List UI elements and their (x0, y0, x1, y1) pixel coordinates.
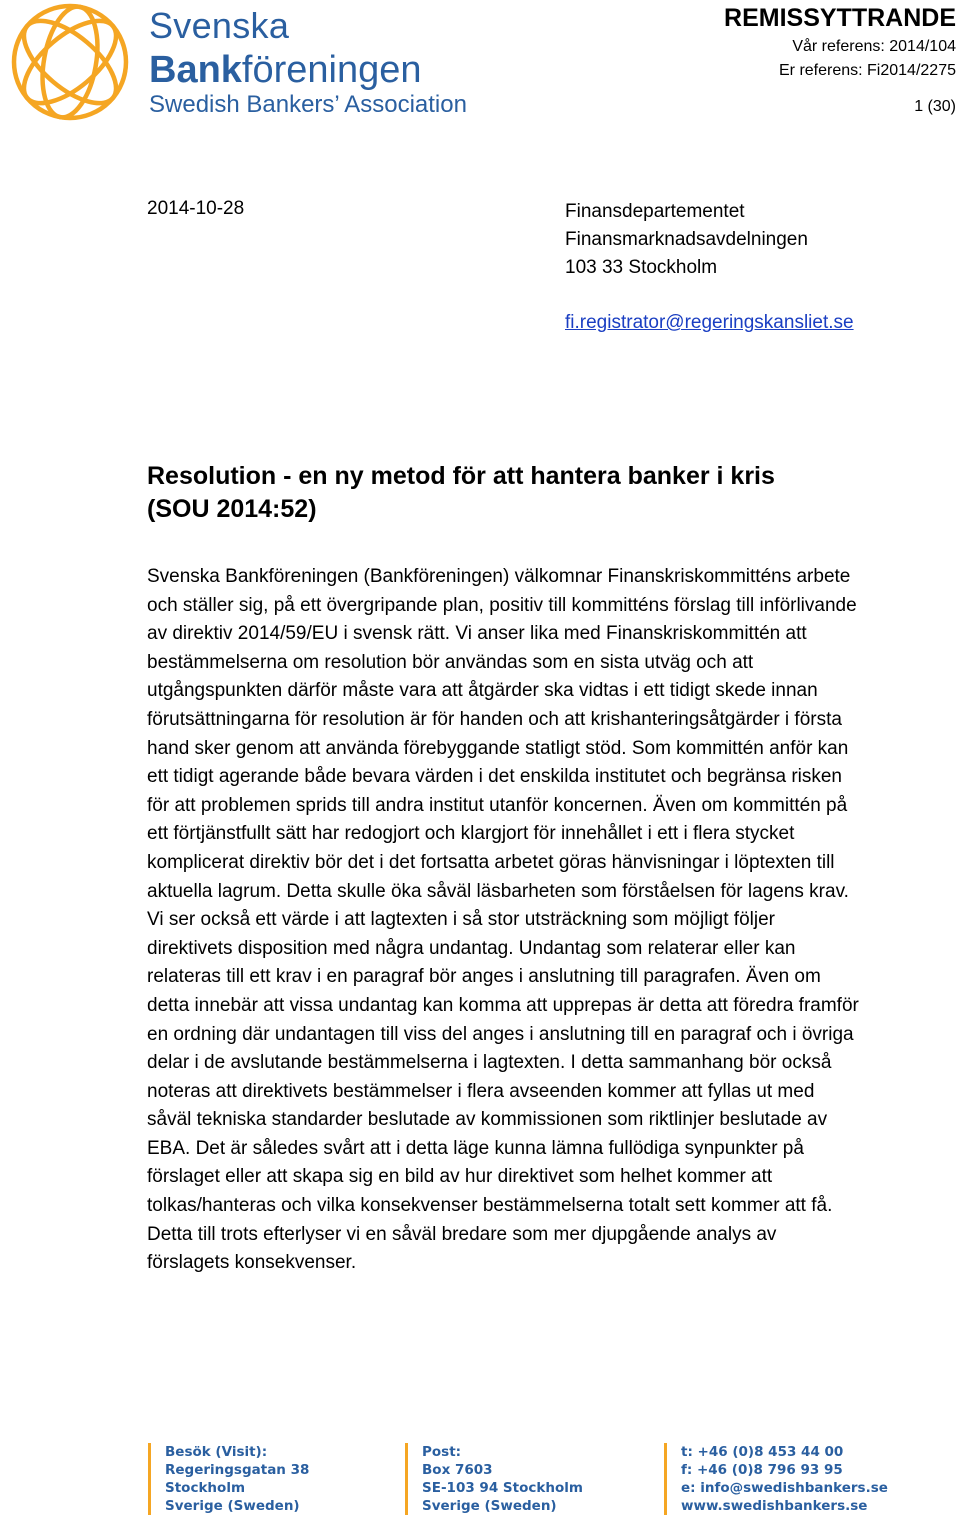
body-line: en ordning där undantagen till viss del anges i anslutning till en paragraf och i övriga (147, 1023, 854, 1045)
recipient-line: 103 33 Stockholm (565, 257, 718, 278)
body-line: förslagets konsekvenser. (147, 1252, 357, 1274)
title-line: Resolution - en ny metod för att hantera banker i kris (147, 462, 775, 490)
body-line: direktivets disposition med några undantag. Undantag som relaterar eller kan (147, 937, 796, 959)
body-line: detta innebär att vissa undantag kan komma att upprepas är detta att föredra framför (147, 994, 859, 1016)
recipient-email-link[interactable]: fi.registrator@regeringskansliet.se (565, 312, 854, 333)
logo-line-english: Swedish Bankers’ Association (149, 91, 467, 118)
recipient-address (565, 198, 808, 282)
body-line: Svenska Bankföreningen (Bankföreningen) välkomnar Finanskriskommitténs arbete (147, 566, 851, 587)
body-paragraph (147, 563, 960, 1278)
logo-bank: Bank (149, 49, 242, 91)
logo-line-bankforeningen (149, 50, 422, 90)
body-line: noteras att direktivets bestämmelser i flera avseenden kommer att fyllas ut med (147, 1080, 815, 1102)
footer-line: SE-103 94 Stockholm (422, 1480, 583, 1496)
body-line: Vi ser också ett värde i att lagtexten i så stor utsträckning som möjligt följer (147, 909, 775, 931)
our-reference: Vår referens: 2014/104 (792, 38, 956, 55)
page-number: 1 (30) (914, 98, 956, 115)
body-line: aktuella lagrum. Detta skulle öka såväl läsbarheten som förståelsen för lagens krav. (147, 880, 849, 902)
body-line: ett förtjänstfullt sätt har redogjort och klargjort för innehållet i ett i flera stycket (147, 823, 795, 845)
body-line: Detta till trots efterlyser vi en såväl bredare som mer djupgående analys av (147, 1223, 777, 1245)
title-line: (SOU 2014:52) (147, 495, 317, 523)
footer-email[interactable]: e: info@swedishbankers.se (681, 1480, 888, 1496)
footer-line: Stockholm (165, 1480, 246, 1496)
body-line: såväl tekniska standarder beslutade av kommissionen som riktlinjer beslutade av (147, 1109, 828, 1131)
body-line: delar i de avslutande bestämmelserna i lagtexten. I detta sammanhang bör också (147, 1052, 832, 1074)
body-line: ett tidigt agerande både bevara värden i det enskilda institutet och begränsa risken (147, 766, 843, 788)
body-line: förutsättningarna för resolution är för handen och att krishanteringsåtgärder i första (147, 708, 842, 730)
body-line: tolkas/hanteras och vilka konsekvenser bestämmelserna totalt sett kommer att få. (147, 1195, 833, 1217)
footer-line: Post: (422, 1444, 462, 1460)
footer-website[interactable]: www.swedishbankers.se (681, 1498, 868, 1514)
recipient-line: Finansmarknadsavdelningen (565, 229, 808, 250)
body-line: utgångspunkten därför måste vara att åtgärder ska vidtas i ett tidigt skede innan (147, 680, 818, 702)
body-line: EBA. Det är således svårt att i detta läge kunna lämna fullödiga synpunkter på (147, 1137, 804, 1159)
footer-line: Regeringsgatan 38 (165, 1462, 310, 1478)
body-line: förslaget eller att skapa sig en bild av hur direktivet som helhet kommer att (147, 1166, 773, 1188)
body-line: relateras till ett krav i en paragraf bör anges i anslutning till paragrafen. Även om (147, 966, 821, 988)
footer-line: Besök (Visit): (165, 1444, 268, 1460)
body-line: och ställer sig, på ett övergripande plan, positiv till kommitténs förslag till införlivande (147, 594, 857, 616)
document-type: REMISSYTTRANDE (724, 4, 956, 32)
footer-post-address (405, 1443, 583, 1515)
body-line: hand sker genom att använda förebyggande statligt stöd. Som kommittén anför kan (147, 737, 849, 759)
document-title (147, 460, 927, 526)
body-line: bestämmelserna om resolution bör användas som en sista utväg och att (147, 651, 754, 673)
document-date: 2014-10-28 (147, 198, 245, 219)
logo-line-svenska: Svenska (149, 5, 290, 46)
footer-line: Sverige (Sweden) (422, 1498, 557, 1514)
footer-visit-address (148, 1443, 309, 1515)
body-line: för att problemen sprids till andra institut utanför koncernen. Även om kommittén på (147, 794, 848, 816)
logo-foreningen: föreningen (241, 49, 422, 91)
logo-rings-icon (4, 0, 139, 125)
footer-fax: f: +46 (0)8 796 93 95 (681, 1462, 843, 1478)
body-line: av direktiv 2014/59/EU i svensk rätt. Vi anser lika med Finanskriskommittén att (147, 623, 807, 645)
body-line: komplicerat direktiv bör det i det fortsatta arbetet göras hänvisningar i löptexten till (147, 851, 835, 873)
footer-line: Box 7603 (422, 1462, 493, 1478)
footer-contact (664, 1443, 888, 1515)
bankforeningen-logo (4, 0, 474, 125)
recipient-line: Finansdepartementet (565, 201, 745, 222)
footer-line: Sverige (Sweden) (165, 1498, 300, 1514)
your-reference: Er referens: Fi2014/2275 (779, 62, 956, 79)
footer-phone: t: +46 (0)8 453 44 00 (681, 1444, 844, 1460)
